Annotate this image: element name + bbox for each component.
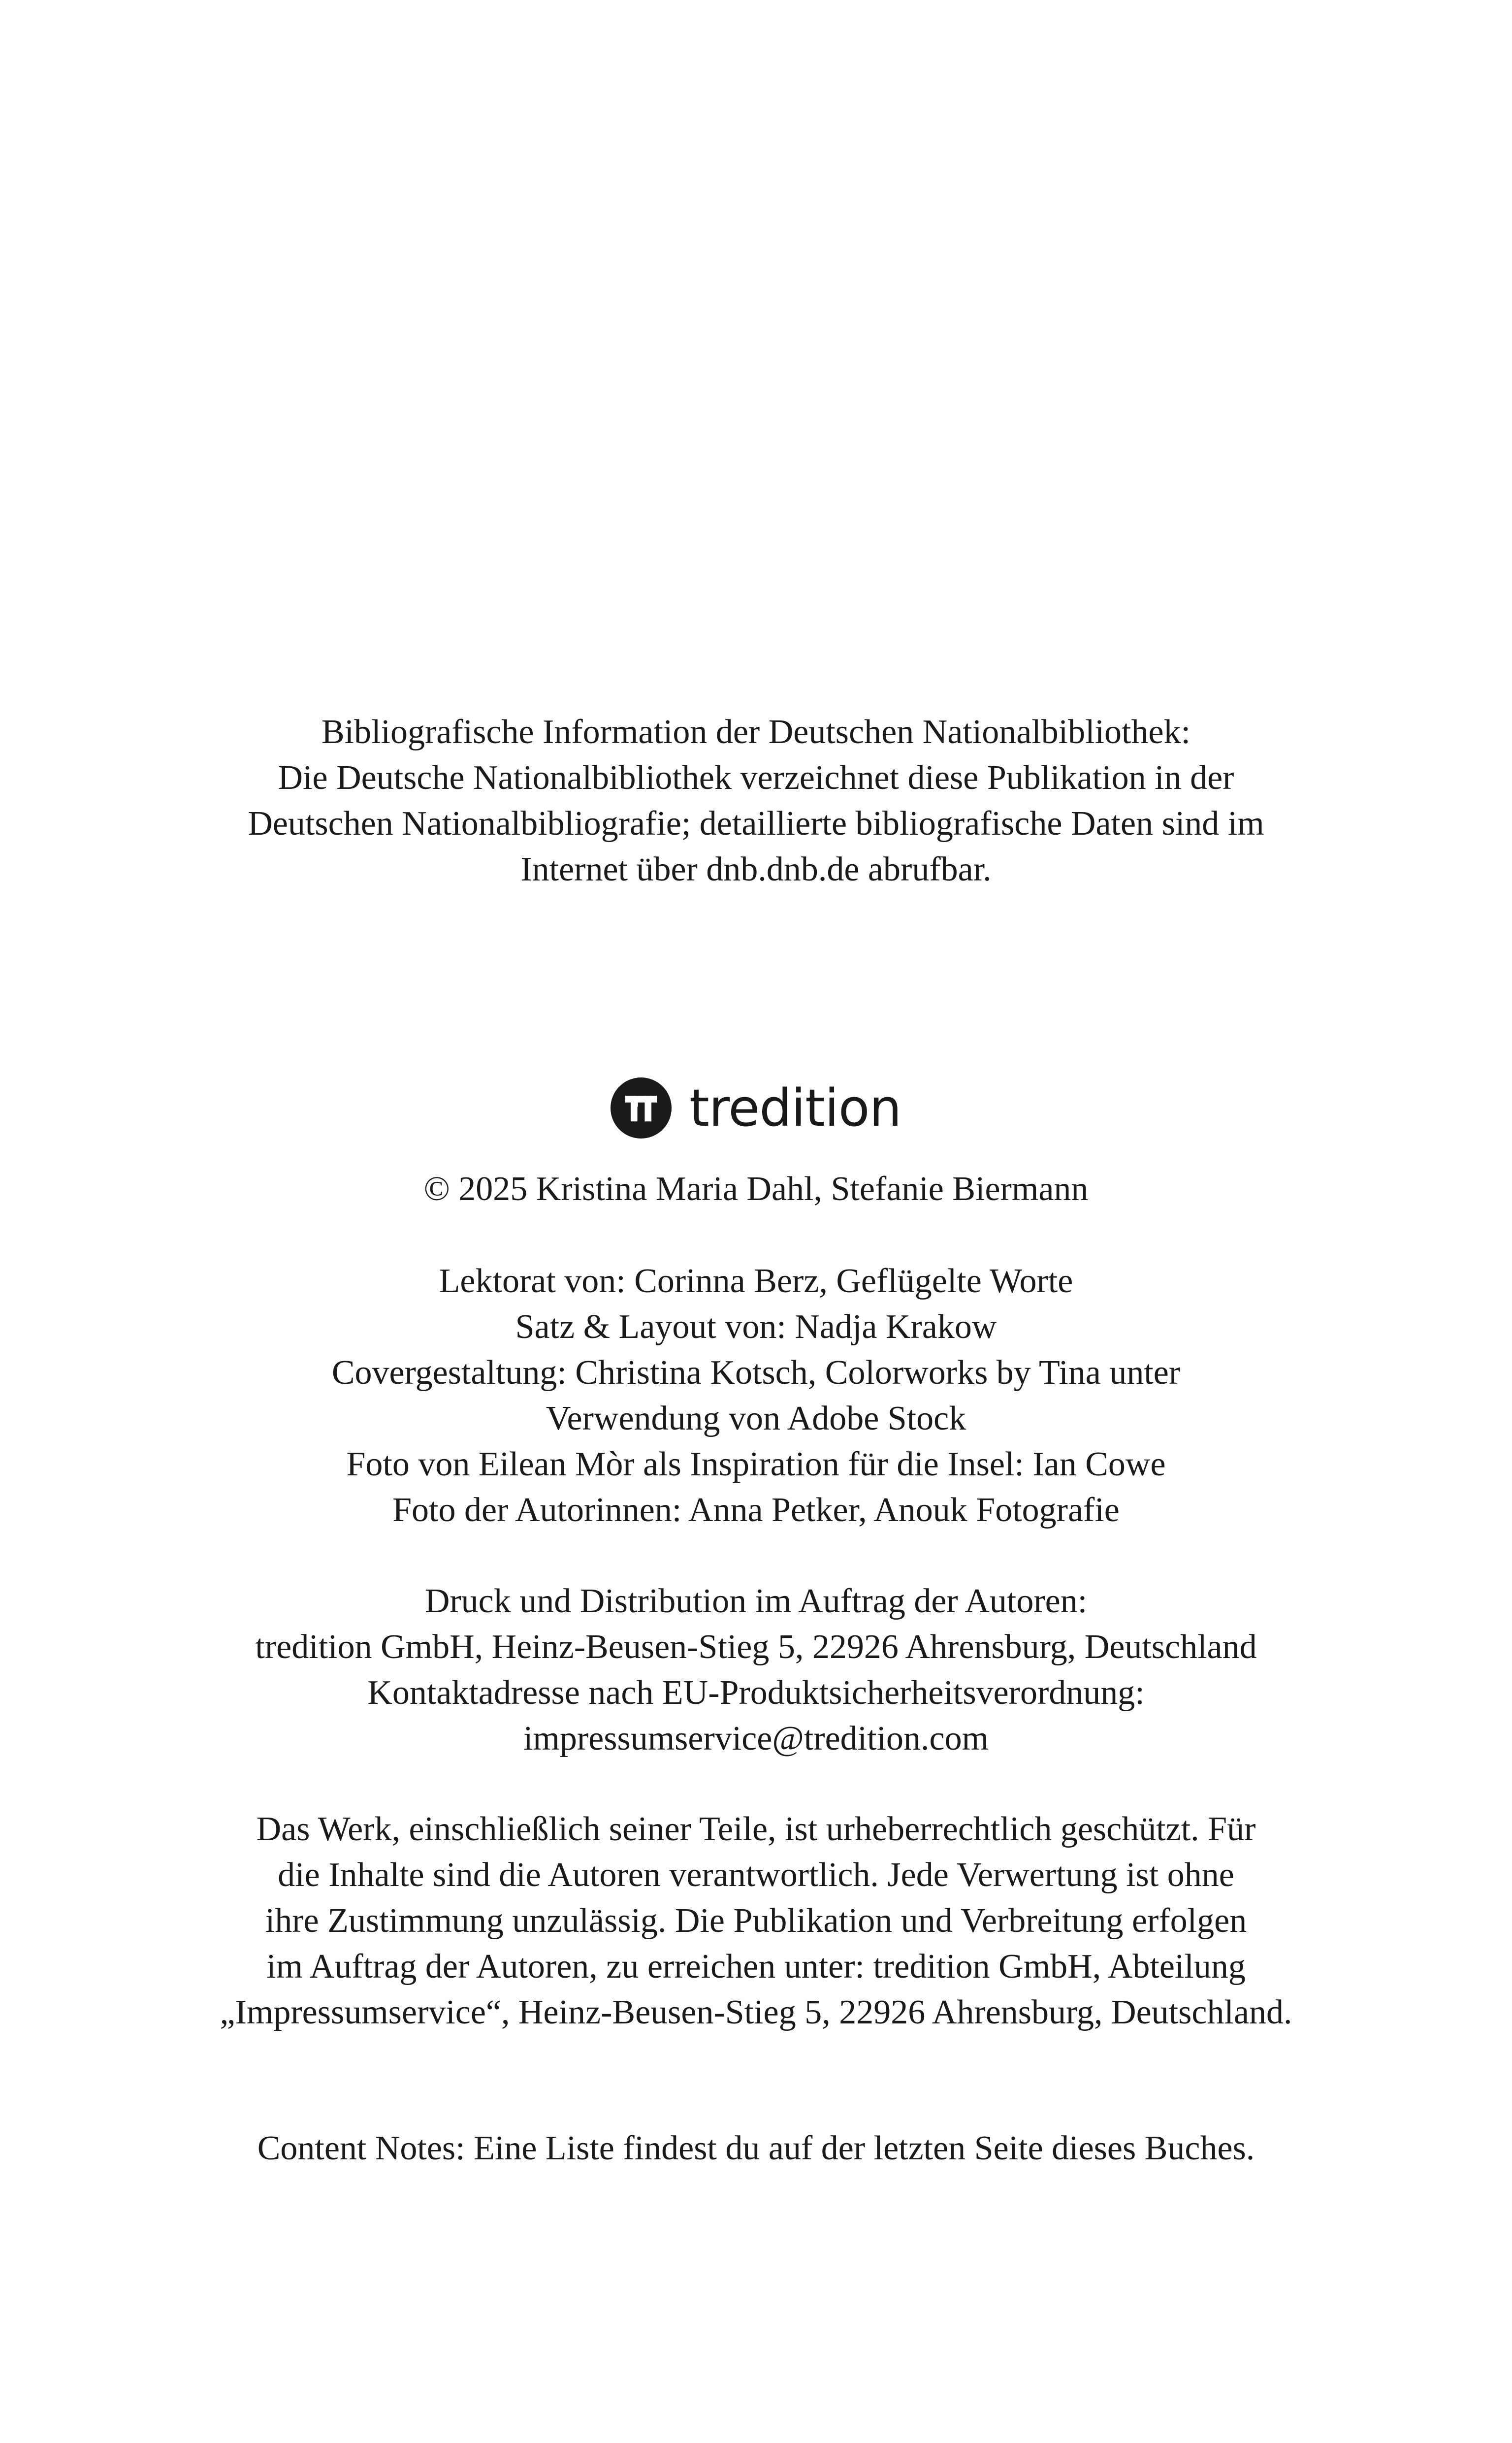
legal-notice-line: Das Werk, einschließlich seiner Teile, ist urheberrechtlich geschützt. Für (256, 1810, 1256, 1848)
credits-line: Foto von Eilean Mòr als Inspiration für die Insel: Ian Cowe (346, 1445, 1166, 1483)
credits (0, 1258, 1512, 1533)
print-distribution-line: Kontaktadresse nach EU-Produktsicherheitsverordnung: (367, 1674, 1145, 1712)
bibliographic-info-line: Internet über dnb.dnb.de abrufbar. (520, 850, 992, 888)
legal-notice-line: ihre Zustimmung unzulässig. Die Publikation und Verbreitung erfolgen (265, 1902, 1247, 1940)
publisher-logo (611, 1077, 901, 1139)
bibliographic-info-line: Bibliografische Information der Deutschen Nationalbibliothek: (321, 713, 1191, 751)
legal-notice-line: im Auftrag der Autoren, zu erreichen unter: tredition GmbH, Abteilung (266, 1948, 1246, 1986)
copyright-notice (0, 1166, 1512, 1212)
bibliographic-info-line: Deutschen Nationalbibliografie; detaillierte bibliografische Daten sind im (248, 805, 1264, 843)
legal-notice-line: „Impressumservice“, Heinz-Beusen-Stieg 5, 22926 Ahrensburg, Deutschland. (220, 1993, 1292, 2031)
print-distribution (0, 1578, 1512, 1761)
publisher-wordmark: tredition (689, 1078, 901, 1138)
copyright-line: © 2025 Kristina Maria Dahl, Stefanie Biermann (423, 1170, 1089, 1208)
content-notes (0, 2125, 1512, 2171)
credits-line: Verwendung von Adobe Stock (546, 1400, 966, 1437)
credits-line: Satz & Layout von: Nadja Krakow (515, 1308, 997, 1346)
bibliographic-info (0, 709, 1512, 892)
contact-email: impressumservice@tredition.com (523, 1720, 989, 1758)
credits-line: Lektorat von: Corinna Berz, Geflügelte Worte (439, 1262, 1073, 1300)
print-distribution-line: Druck und Distribution im Auftrag der Autoren: (424, 1582, 1088, 1620)
legal-notice-line: die Inhalte sind die Autoren verantwortlich. Jede Verwertung ist ohne (278, 1856, 1234, 1894)
credits-line: Foto der Autorinnen: Anna Petker, Anouk Fotografie (392, 1491, 1120, 1529)
credits-line: Covergestaltung: Christina Kotsch, Colorworks by Tina unter (331, 1354, 1181, 1392)
tredition-logo-icon (611, 1077, 672, 1139)
bibliographic-info-line: Die Deutsche Nationalbibliothek verzeichnet diese Publikation in der (278, 759, 1234, 797)
content-notes-line: Content Notes: Eine Liste findest du auf der letzten Seite dieses Buches. (257, 2129, 1255, 2167)
legal-notice (0, 1806, 1512, 2035)
print-distribution-line: tredition GmbH, Heinz-Beusen-Stieg 5, 22926 Ahrensburg, Deutschland (255, 1628, 1257, 1666)
